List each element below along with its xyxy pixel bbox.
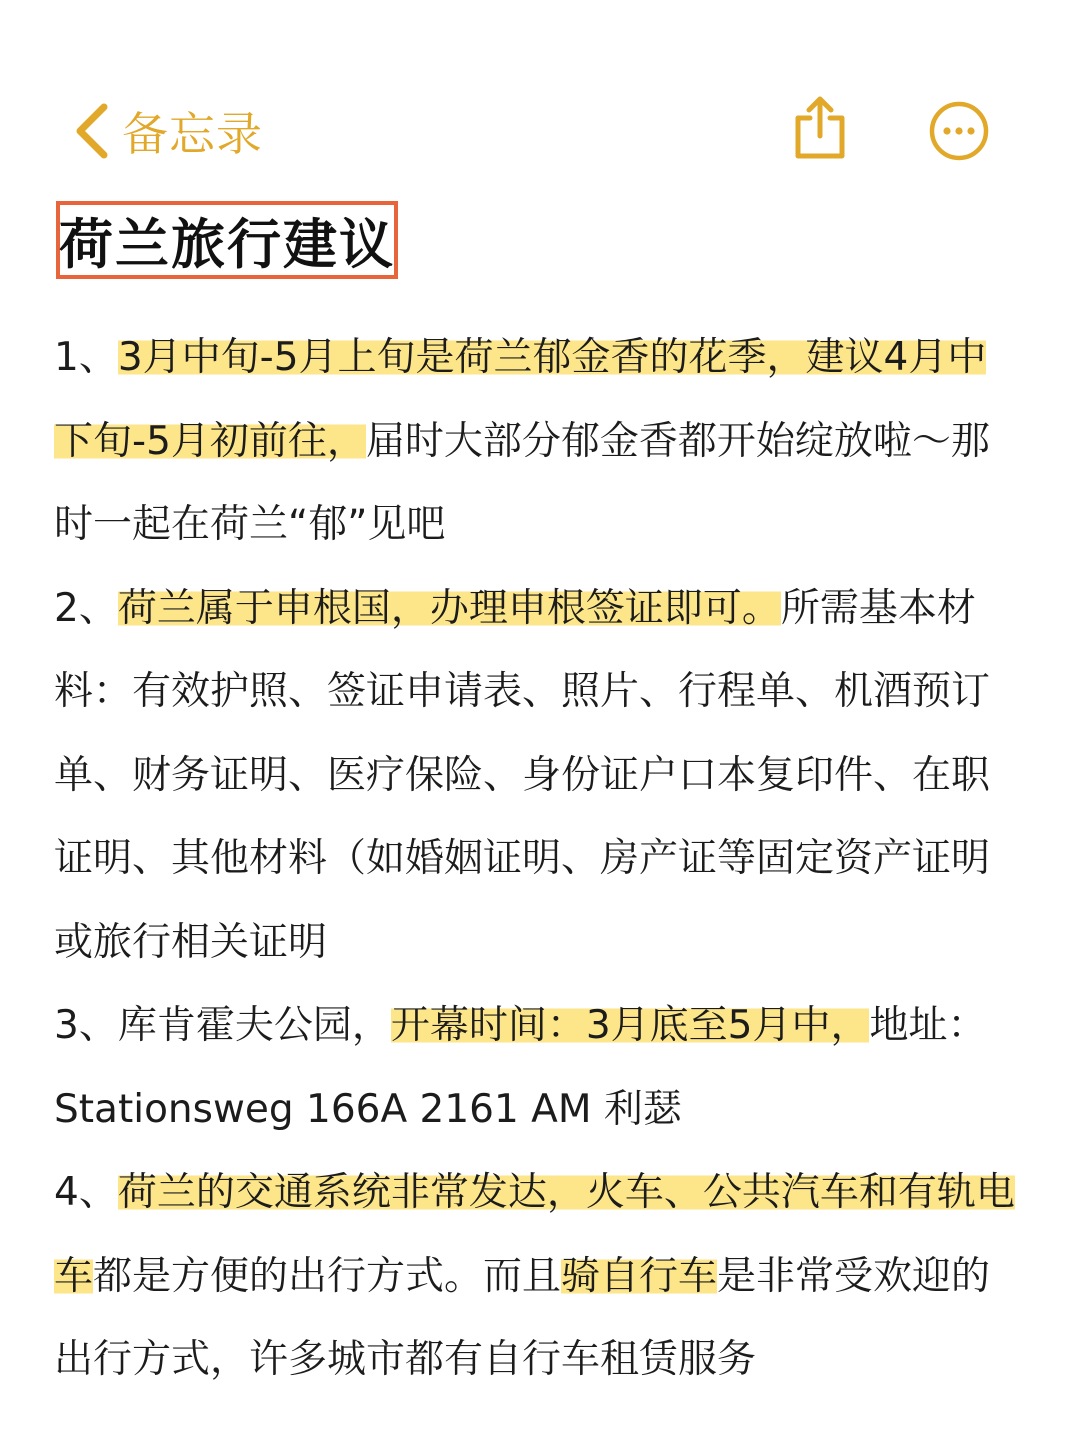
tip-1-number: 1、 [54, 335, 118, 380]
tip-3-text-a: 库肯霍夫公园， [117, 1003, 391, 1048]
tip-1-highlight: 3月中旬-5月上旬是荷兰郁金香的花季，建议4月中下旬-5月初前往， [54, 335, 987, 464]
note-title-box [56, 201, 398, 279]
tip-4-text-a: 都是方便的出行方式。而且 [93, 1253, 562, 1299]
share-icon[interactable] [790, 96, 850, 162]
tip-4-highlight-b: 骑自行车 [561, 1253, 718, 1299]
tip-2-number: 2、 [54, 585, 118, 631]
tip-3-highlight: 开幕时间：3月底至5月中， [390, 1003, 870, 1048]
tip-3 [54, 984, 1024, 1151]
back-button[interactable] [72, 96, 263, 166]
note-title: 荷兰旅行建议 [59, 212, 395, 276]
navigation-bar [0, 0, 1080, 200]
tip-4-highlight-a: 荷兰的交通系统非常发达，火车、公共汽车和有轨电车 [54, 1170, 1015, 1299]
back-label: 备忘录 [122, 107, 263, 161]
tip-3-text-b: 地址：Stationsweg 166A 2161 AM 利瑟 [54, 1003, 987, 1132]
tip-3-number: 3、 [54, 1003, 118, 1048]
tip-4-text-b: 是非常受欢迎的出行方式，许多城市都有自行车租赁服务 [54, 1253, 991, 1382]
note-body[interactable] [54, 316, 1024, 1402]
tip-1 [54, 316, 1024, 567]
chevron-left-icon [72, 101, 112, 161]
tip-2-highlight: 荷兰属于申根国，办理申根签证即可。 [117, 585, 781, 631]
tip-4-number: 4、 [54, 1170, 118, 1215]
ellipsis-circle-icon[interactable] [928, 100, 990, 162]
tip-2 [54, 567, 1024, 985]
tip-1-text: 届时大部分郁金香都开始绽放啦～那时一起在荷兰“郁”见吧 [54, 418, 990, 547]
tip-4 [54, 1151, 1024, 1402]
tip-2-text: 所需基本材料：有效护照、签证申请表、照片、行程单、机酒预订单、财务证明、医疗保险、身份证户口本复印件、在职证明、其他材料（如婚姻证明、房产证等固定资产证明或旅行相关证明 [54, 585, 991, 965]
